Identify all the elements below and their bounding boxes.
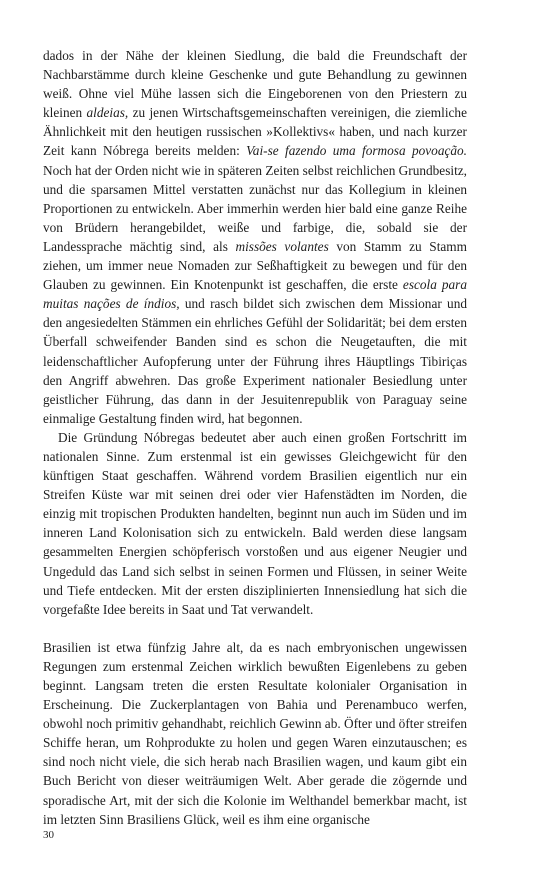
italic-phrase: escola para muitas nações de índios, xyxy=(43,277,467,312)
text-run: Brasilien ist etwa fünfzig Jahre alt, da es nach embryonischen ungewissen Regungen zum erstenmal Zeichen wirklich bewußten Eigenlebens zu geben beginnt. Langsam treten die ersten Resultate kolonialer Organisation in Erscheinung. Die Zuckerplantagen von Bahia und Perenambuco werfen, obwohl noch primitiv gehandhabt, reichlich Gewinn ab. Öfter und öfter streifen Schiffe heran, um Rohprodukte zu holen und gegen Waren einzutauschen; es sind noch nicht viele, die sich herab nach Brasilien wagen, und kaum gibt ein Buch Bericht von dieser weiträumigen Welt. Aber gerade die zögernde und sporadische Art, mit der sich die Kolonie im Welthandel bemerkbar macht, ist im letzten Sinn Brasiliens Glück, weil es ihm eine organische xyxy=(43,639,467,827)
italic-phrase: missões volantes xyxy=(235,238,329,254)
paragraph-2 xyxy=(43,428,467,619)
text-run: dados in der Nähe der kleinen Siedlung, die bald die Freundschaft der Nachbarstämme durch kleine Geschenke und gute Behandlung zu gewinnen weiß. Ohne viel Mühe lassen sich die Eingeborenen von den Priestern zu kleinen xyxy=(43,48,467,121)
page-number: 30 xyxy=(43,829,54,841)
text-run: Die Gründung Nóbregas bedeutet aber auch einen großen Fortschritt im nationalen Sinne. Zum erstenmal ist ein gewisses Gleichgewicht für den künftigen Staat geschaffen. Während vordem Brasilien eigentlich nur ein Streifen Küste war mit seinen drei oder vier Hafenstädten im Norden, die einzig mit tropischen Produkten handelten, beginnt nun auch im Süden und im inneren Land Kolonisation sich zu entwickeln. Bald werden diese langsam gesammelten Energien schöpferisch vorstoßen und aus eigener Neugier und Ungeduld das Land sich selbst in seinen Formen und Flüssen, in seiner Weite und Tiefe entdecken. Mit der ersten disziplinierten Innensiedlung hat sich die vorgefaßte Idee bereits in Saat und Tat verwandelt. xyxy=(43,429,467,617)
text-run: und rasch bildet sich zwischen dem Missionar und den angesiedelten Stämmen ein ehrliches Gefühl der Solidarität; bei dem ersten Überfall schweifender Banden sind es schon die Neugetauften, die mit leidenschaftlicher Aufopferung unter der Führung ihres Häuptlings Tibiriças den Angriff abwehren. Das große Experiment nationaler Besiedlung unter geistlicher Führung, das dann in der Jesuitenrepublik von Paraguay seine einmalige Gestaltung finden wird, hat begonnen. xyxy=(43,296,467,426)
paragraph-3 xyxy=(43,638,467,829)
paragraph-1 xyxy=(43,46,467,428)
text-body xyxy=(43,46,467,829)
text-run: Noch hat der Orden nicht wie in späteren Zeiten selbst reichlichen Grundbesitz, und die sparsamen Mittel verstatten zunächst nur das Kollegium in kleinen Proportionen zu entwickeln. Aber immerhin werden hier bald eine ganze Reihe von Brüdern herangebildet, weiße und farbige, die, sobald sie der Landessprache mächtig sind, als xyxy=(43,162,467,254)
italic-phrase: aldeias, xyxy=(86,105,129,121)
text-run: von Stamm zu Stamm ziehen, um immer neue Nomaden zur Seßhaftigkeit zu bewegen und für den Glauben zu gewinnen. Ein Knotenpunkt ist geschaffen, die erste xyxy=(43,238,467,293)
italic-phrase: Vai-se fazendo uma formosa povoação. xyxy=(246,143,467,159)
text-run: zu jenen Wirtschaftsgemeinschaften vereinigen, die ziemliche Ähnlichkeit mit den heutigen russischen »Kollektivs« haben, und nach kurzer Zeit kann Nóbrega bereits melden: xyxy=(43,105,467,159)
